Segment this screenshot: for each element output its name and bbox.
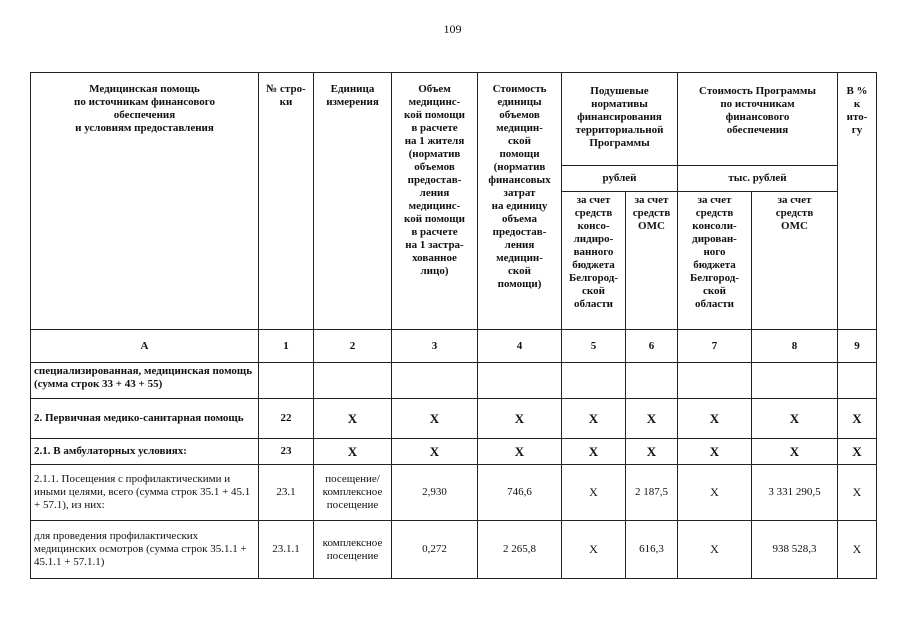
row-number: 23 bbox=[259, 439, 314, 465]
header-col-7: за счет средств консоли- дирован- ного бюджета Белгород- ской области bbox=[678, 192, 752, 330]
column-number: 4 bbox=[478, 330, 562, 363]
row-cell: X bbox=[838, 465, 877, 521]
header-cost-group: Стоимость Программы по источникам финансового обеспечения bbox=[678, 73, 838, 166]
row-cell bbox=[478, 363, 562, 399]
row-cell: 616,3 bbox=[626, 521, 678, 579]
row-cell bbox=[838, 363, 877, 399]
row-cell: X bbox=[562, 465, 626, 521]
row-number: 23.1 bbox=[259, 465, 314, 521]
table-row bbox=[31, 399, 877, 439]
row-cell: 2,930 bbox=[392, 465, 478, 521]
row-cell: X bbox=[562, 439, 626, 465]
row-cell: 0,272 bbox=[392, 521, 478, 579]
row-cell: X bbox=[678, 465, 752, 521]
row-cell bbox=[678, 363, 752, 399]
table-row bbox=[31, 521, 877, 579]
table-row bbox=[31, 439, 877, 465]
row-cell: X bbox=[678, 439, 752, 465]
page-number: 109 bbox=[443, 22, 462, 36]
row-cell: X bbox=[478, 399, 562, 439]
row-label: 2.1.1. Посещения с профилактическими и иными целями, всего (сумма строк 35.1 + 45.1 + 57.1), из них: bbox=[31, 465, 259, 521]
row-cell: X bbox=[838, 521, 877, 579]
row-cell: X bbox=[478, 439, 562, 465]
column-number: 3 bbox=[392, 330, 478, 363]
column-number: А bbox=[31, 330, 259, 363]
row-unit: комплексное посещение bbox=[314, 521, 392, 579]
row-cell: X bbox=[314, 439, 392, 465]
header-col-2: Единица измерения bbox=[314, 73, 392, 330]
header-col-3: Объем медицинс- кой помощи в расчете на 1 жителя (норматив объемов предостав- ления медицинс- кой помощи в расчете на 1 застра- хованное лицо) bbox=[392, 73, 478, 330]
row-cell bbox=[392, 363, 478, 399]
row-cell: X bbox=[562, 399, 626, 439]
row-cell bbox=[562, 363, 626, 399]
column-number: 1 bbox=[259, 330, 314, 363]
header-col-a: Медицинская помощь по источникам финансового обеспечения и условиям предоставления bbox=[31, 73, 259, 330]
header-col-8: за счет средств ОМС bbox=[752, 192, 838, 330]
row-label: специализированная, медицинская помощь (сумма строк 33 + 43 + 55) bbox=[31, 363, 259, 399]
header-col-4: Стоимость единицы объемов медицин- ской помощи (норматив финансовых затрат на единицу объема предостав- ления медицин- ской помощи) bbox=[478, 73, 562, 330]
column-numbers-row bbox=[31, 330, 877, 363]
column-number: 7 bbox=[678, 330, 752, 363]
financing-table bbox=[30, 72, 877, 579]
row-cell: X bbox=[752, 439, 838, 465]
column-number: 6 bbox=[626, 330, 678, 363]
row-number: 23.1.1 bbox=[259, 521, 314, 579]
row-cell: X bbox=[392, 399, 478, 439]
column-number: 5 bbox=[562, 330, 626, 363]
row-cell: X bbox=[314, 399, 392, 439]
header-unit-rub: рублей bbox=[562, 166, 678, 192]
row-cell: X bbox=[626, 439, 678, 465]
row-cell: X bbox=[562, 521, 626, 579]
row-cell: 2 265,8 bbox=[478, 521, 562, 579]
row-cell: 3 331 290,5 bbox=[752, 465, 838, 521]
row-cell bbox=[626, 363, 678, 399]
row-cell: 938 528,3 bbox=[752, 521, 838, 579]
row-label: 2. Первичная медико-санитарная помощь bbox=[31, 399, 259, 439]
header-col-9: В % к ито- гу bbox=[838, 73, 877, 330]
row-cell: X bbox=[678, 399, 752, 439]
header-unit-thousand-rub: тыс. рублей bbox=[678, 166, 838, 192]
row-cell: X bbox=[838, 399, 877, 439]
header-col-1: № стро- ки bbox=[259, 73, 314, 330]
column-number: 2 bbox=[314, 330, 392, 363]
row-cell: X bbox=[626, 399, 678, 439]
row-label: для проведения профилактических медицинских осмотров (сумма строк 35.1.1 + 45.1.1 + 57.1.1) bbox=[31, 521, 259, 579]
column-number: 9 bbox=[838, 330, 877, 363]
row-cell bbox=[752, 363, 838, 399]
row-cell: 2 187,5 bbox=[626, 465, 678, 521]
row-cell: X bbox=[678, 521, 752, 579]
row-number: 22 bbox=[259, 399, 314, 439]
header-col-5: за счет средств консо- лидиро- ванного бюджета Белгород- ской области bbox=[562, 192, 626, 330]
column-number: 8 bbox=[752, 330, 838, 363]
row-cell: X bbox=[838, 439, 877, 465]
row-unit: посещение/ комплексное посещение bbox=[314, 465, 392, 521]
row-cell: X bbox=[752, 399, 838, 439]
table-row bbox=[31, 465, 877, 521]
row-cell: X bbox=[392, 439, 478, 465]
table-row bbox=[31, 363, 877, 399]
row-label: 2.1. В амбулаторных условиях: bbox=[31, 439, 259, 465]
header-col-6: за счет средств ОМС bbox=[626, 192, 678, 330]
row-cell bbox=[259, 363, 314, 399]
row-cell bbox=[314, 363, 392, 399]
header-per-capita-group: Подушевые нормативы финансирования территориальной Программы bbox=[562, 73, 678, 166]
row-cell: 746,6 bbox=[478, 465, 562, 521]
